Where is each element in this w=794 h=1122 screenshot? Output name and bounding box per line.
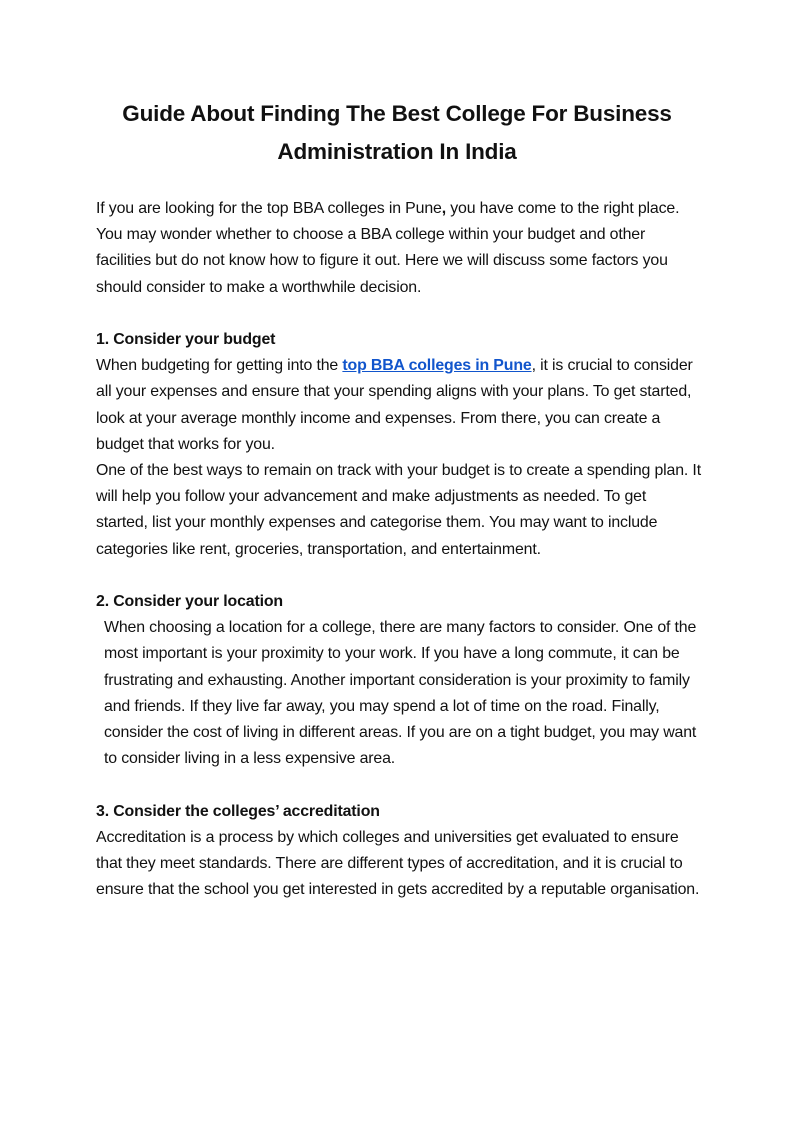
budget-paragraph-2: One of the best ways to remain on track with your budget is to create a spending plan. It will help you follow your advancement and make adjustments as needed. To get started, list your monthly expenses and categorise them. You may want to include categories like rent, groceries, transportation, and entertainment.: [96, 462, 701, 558]
section-heading-budget: 1. Consider your budget: [96, 331, 276, 348]
budget-text-after-link: , it is crucial to consider all your expenses and ensure that your spending aligns with your plans. To get started, look at your average monthly income and expenses. From there, you can create a budget that works for you.: [96, 357, 693, 453]
budget-text-before-link: When budgeting for getting into the: [96, 357, 343, 375]
intro-text-start: If you are looking for the top BBA colleges in Pune: [96, 200, 442, 217]
intro-paragraph: [96, 196, 702, 301]
document-body: [96, 196, 702, 903]
spacer: [96, 301, 702, 327]
intro-comma: ,: [441, 200, 446, 217]
budget-paragraph-1: [96, 353, 702, 458]
page-title: Guide About Finding The Best College For Business Administration In India: [122, 101, 672, 164]
intro-text-end: you have come to the right place. You may wonder whether to choose a BBA college within your budget and other facilities but do not know how to figure it out. Here we will discuss some factors you should consider to make a worthwhile decision.: [96, 200, 680, 296]
spacer: [96, 772, 702, 798]
section-heading-accreditation: 3. Consider the colleges’ accreditation: [96, 802, 380, 820]
accreditation-paragraph: Accreditation is a process by which colleges and universities get evaluated to ensure that they meet standards. There are different types of accreditation, and it is crucial to ensure that the school you get interested in gets accredited by a reputable organisation.: [96, 828, 700, 899]
location-paragraph: When choosing a location for a college, there are many factors to consider. One of the most important is your proximity to your work. If you have a long commute, it can be frustrating and exhausting. Another important consideration is your proximity to family and friends. If they live far away, you may spend a lot of time on the road. Finally, consider the cost of living in different areas. If you are on a tight budget, you may want to consider living in a less expensive area.: [104, 619, 697, 768]
spacer: [96, 563, 702, 589]
bba-colleges-pune-link[interactable]: top BBA colleges in Pune: [342, 357, 532, 375]
section-heading-location: 2. Consider your location: [96, 593, 283, 611]
